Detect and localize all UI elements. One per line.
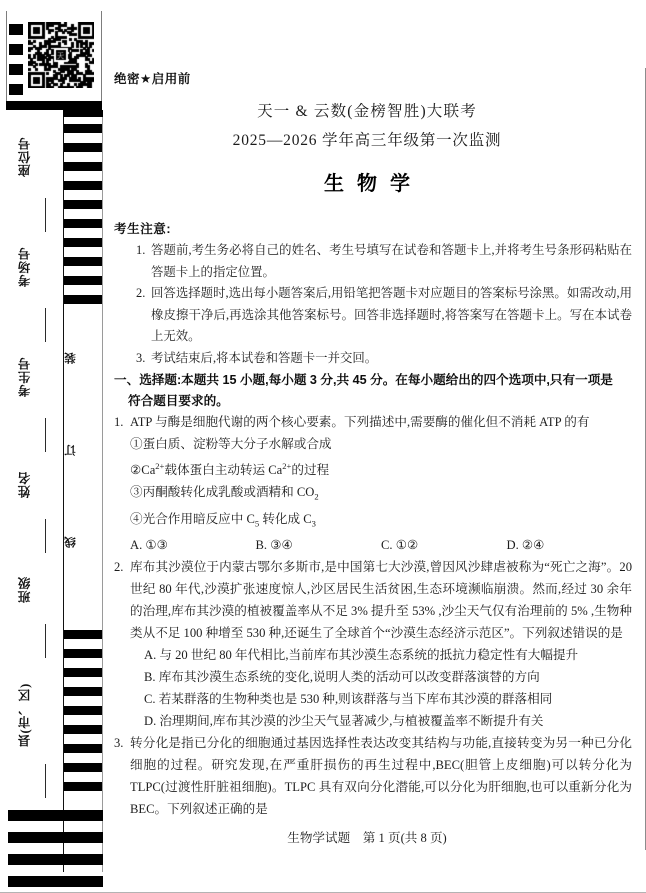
- left-margin-block: [0, 0, 108, 893]
- section-heading-line-2: 符合题目要求的。: [128, 394, 229, 408]
- option-stack: [130, 644, 632, 732]
- qr-bottom-registration-bar: [6, 101, 102, 110]
- question-stem: 库布其沙漠位于内蒙古鄂尔多斯市,是中国第七大沙漠,曾因风沙肆虐被称为“死亡之海”。20 世纪 80 年代,沙漠扩张速度惊人,沙区居民生活贫困,生态环境濒临崩溃。然而,经过 30 余年的治理,库布其沙漠的植被覆盖率从不足 3% 提升至 53% ,沙尘天气仅有治理前的 5% ,生物种类从不足 100 种增至 530 种,还诞生了全球首个“沙漠生态经济示范区”。下列叙述错误的是: [130, 560, 632, 641]
- candidate-notice-block: [114, 219, 632, 369]
- notice-item: [136, 240, 632, 283]
- question-item: [114, 411, 632, 556]
- notice-item-number: 2.: [136, 286, 146, 300]
- question-item: [114, 732, 632, 820]
- question-number: 3.: [114, 736, 124, 751]
- paper-title-block: [112, 99, 622, 150]
- notice-item-text: 答题前,考生务必将自己的姓名、考生号填写在试卷和答题卡上,并将考生号条形码粘贴在答题卡上的指定位置。: [151, 243, 632, 279]
- question-option[interactable]: D. ②④: [506, 538, 545, 553]
- question-option[interactable]: B. ③④: [255, 538, 293, 553]
- question-body: [130, 556, 632, 732]
- notice-item-text: 考试结束后,将本试卷和答题卡一并交回。: [151, 350, 378, 365]
- candidate-field-write-line: [45, 764, 46, 798]
- question-sub-statement: ④光合作用暗反应中 $C_5$ 转化成 $C_3$: [130, 511, 316, 529]
- sealing-line-characters: 线 订 装: [65, 352, 77, 548]
- candidate-info-fields: [16, 118, 62, 818]
- notice-item-number: 3.: [136, 350, 146, 365]
- section-heading-line-1: 一、选择题:本题共 15 小题,每小题 3 分,共 45 分。在每小题给出的四个选项中,只有一项是: [114, 373, 613, 387]
- question-option[interactable]: C. 若某群落的生物种类也是 530 种,则该群落与当下库布其沙漠的群落相同: [144, 692, 553, 707]
- candidate-field-label: 县(市、区): [18, 682, 32, 748]
- question-number: 1.: [114, 415, 124, 429]
- question-sub-statement: ③丙酮酸转化成乳酸或酒精和 $CO_2$: [130, 485, 319, 502]
- candidate-notice-title: 考生注意:: [114, 222, 172, 236]
- question-option[interactable]: D. 治理期间,库布其沙漠的沙尘天气显著减少,与植被覆盖率不断提升有关: [144, 714, 544, 729]
- question-body: [130, 732, 632, 820]
- notice-item-number: 1.: [136, 243, 146, 257]
- question-stem: ATP 与酶是细胞代谢的两个核心要素。下列描述中,需要酶的催化但不消耗 ATP 的有: [130, 415, 590, 429]
- candidate-field-write-line: [45, 418, 46, 452]
- paper-title-line-2: 2025—2026 学年高三年级第一次监测: [232, 132, 502, 149]
- question-option[interactable]: A. 与 20 世纪 80 年代相比,当前库布其沙漠生态系统的抵抗力稳定性有大幅提升: [144, 648, 579, 663]
- question-item: [114, 556, 632, 732]
- candidate-notice-list: [114, 240, 632, 369]
- question-option[interactable]: B. 库布其沙漠生态系统的变化,说明人类的活动可以改变群落演替的方向: [144, 670, 540, 685]
- question-body: [130, 411, 632, 556]
- question-sub-statement: $②Ca^{2+}$载体蛋白主动转运 $Ca^{2+}$的过程: [130, 461, 330, 478]
- question-option[interactable]: A. ①③: [130, 538, 168, 553]
- candidate-field-label: 姓名: [18, 471, 32, 499]
- secret-notice: 绝密★启用前: [114, 72, 191, 86]
- page-footer: 生物学试题 第 1 页(共 8 页): [287, 831, 447, 845]
- notice-item: [136, 348, 632, 370]
- qr-code-icon: [28, 22, 94, 88]
- candidate-field-write-line: [45, 308, 46, 342]
- question-sub-statement: ①蛋白质、淀粉等大分子水解或合成: [130, 437, 332, 451]
- subject-title: 生物学: [324, 173, 423, 195]
- notice-item: [136, 283, 632, 348]
- qr-side-registration-marks: [9, 24, 23, 96]
- question-list: [114, 411, 632, 820]
- section-one-heading: [114, 370, 632, 412]
- candidate-field-label: 座位号: [18, 136, 32, 178]
- paper-content: [112, 0, 634, 893]
- paper-title-line-1: 天一 & 云数(金榜智胜)大联考: [257, 103, 477, 120]
- candidate-field-write-line: [45, 198, 46, 232]
- candidate-field-label: 考生号: [18, 356, 32, 398]
- question-number: 2.: [114, 560, 124, 575]
- option-row: [130, 534, 632, 556]
- question-stem: 转分化是指已分化的细胞通过基因选择性表达改变其结构与功能,直接转变为另一种已分化细胞的过程。研究发现,在严重肝损伤的再生过程中,BEC(胆管上皮细胞)可以转分化为 TLPC(过渡性肝脏祖细胞)。TLPC 具有双向分化潜能,可以分化为肝细胞,也可以重新分化为 BEC。下列叙述正确的是: [130, 736, 632, 817]
- candidate-field-label: 班级: [18, 576, 32, 604]
- question-option[interactable]: C. ①②: [381, 538, 419, 553]
- notice-item-text: 回答选择题时,选出每小题答案后,用铅笔把答题卡对应题目的答案标号涂黑。如需改动,用橡皮擦干净后,再选涂其他答案标号。回答非选择题时,将答案写在答题卡上。写在本试卷上无效。: [151, 286, 632, 343]
- candidate-field-label: 考场号: [18, 246, 32, 288]
- candidate-field-write-line: [45, 624, 46, 658]
- candidate-field-write-line: [45, 519, 46, 553]
